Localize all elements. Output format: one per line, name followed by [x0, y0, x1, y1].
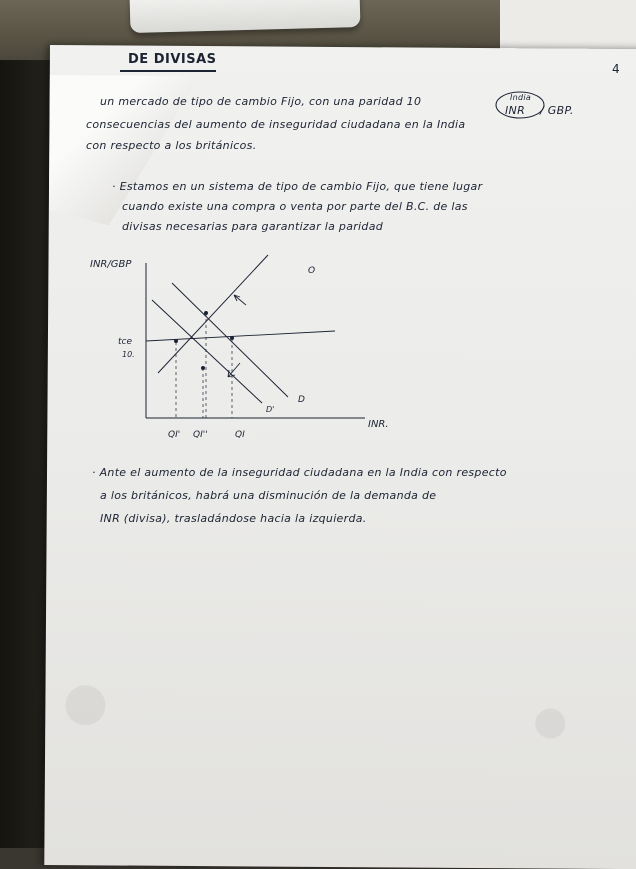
demand-shifted-label: D' [266, 405, 275, 414]
x-tick-qi-prime: QI' [168, 430, 181, 440]
circled-unit: INR [505, 104, 526, 117]
title-underline [120, 70, 216, 72]
page-number: 4 [612, 62, 620, 76]
bullet2-line3: INR (divisa), trasladándose hacia la izquierda. [100, 512, 367, 525]
paragraph1-line3: con respecto a los británicos. [86, 139, 257, 152]
x-tick-qi-double-prime: QI'' [193, 430, 208, 440]
arrow-down-icon [228, 363, 240, 377]
supply-demand-diagram [80, 245, 460, 445]
bullet1-line1: · Estamos en un sistema de tipo de cambio Fijo, que tiene lugar [112, 180, 483, 193]
unit-suffix: / GBP. [540, 104, 574, 117]
demand-curve-shifted [152, 300, 262, 403]
page-title: DE DIVISAS [128, 52, 217, 67]
paragraph1-line1: un mercado de tipo de cambio Fijo, con una paridad 10 [100, 95, 422, 108]
x-tick-qi: QI [235, 430, 245, 440]
parity-line [146, 331, 335, 341]
bullet2-line1: · Ante el aumento de la inseguridad ciudadana en la India con respecto [92, 466, 507, 479]
y-axis-label: INR/GBP [90, 259, 132, 270]
bullet2-line2: a los británicos, habrá una disminución de la demanda de [100, 489, 437, 502]
notebook-page [44, 45, 636, 869]
arrow-up-icon [234, 295, 246, 305]
stain [65, 685, 105, 725]
y-tick-10: 10. [122, 350, 135, 359]
parity-point [230, 336, 234, 340]
bullet1-line3: divisas necesarias para garantizar la paridad [122, 220, 384, 233]
supply-label: O [308, 266, 316, 276]
y-tick-tce: tce [118, 337, 133, 347]
equilibrium-point [204, 311, 208, 315]
new-equilibrium-point [201, 366, 205, 370]
bullet1-line2: cuando existe una compra o venta por parte del B.C. de las [122, 200, 468, 213]
demand-label: D [298, 395, 305, 405]
circled-note: India [510, 93, 532, 102]
x-axis-label: INR. [368, 419, 389, 430]
parity-point-shifted [174, 339, 178, 343]
paragraph1-line2: consecuencias del aumento de inseguridad ciudadana en la India [86, 118, 466, 131]
supply-curve [158, 255, 268, 373]
stain [535, 708, 565, 738]
